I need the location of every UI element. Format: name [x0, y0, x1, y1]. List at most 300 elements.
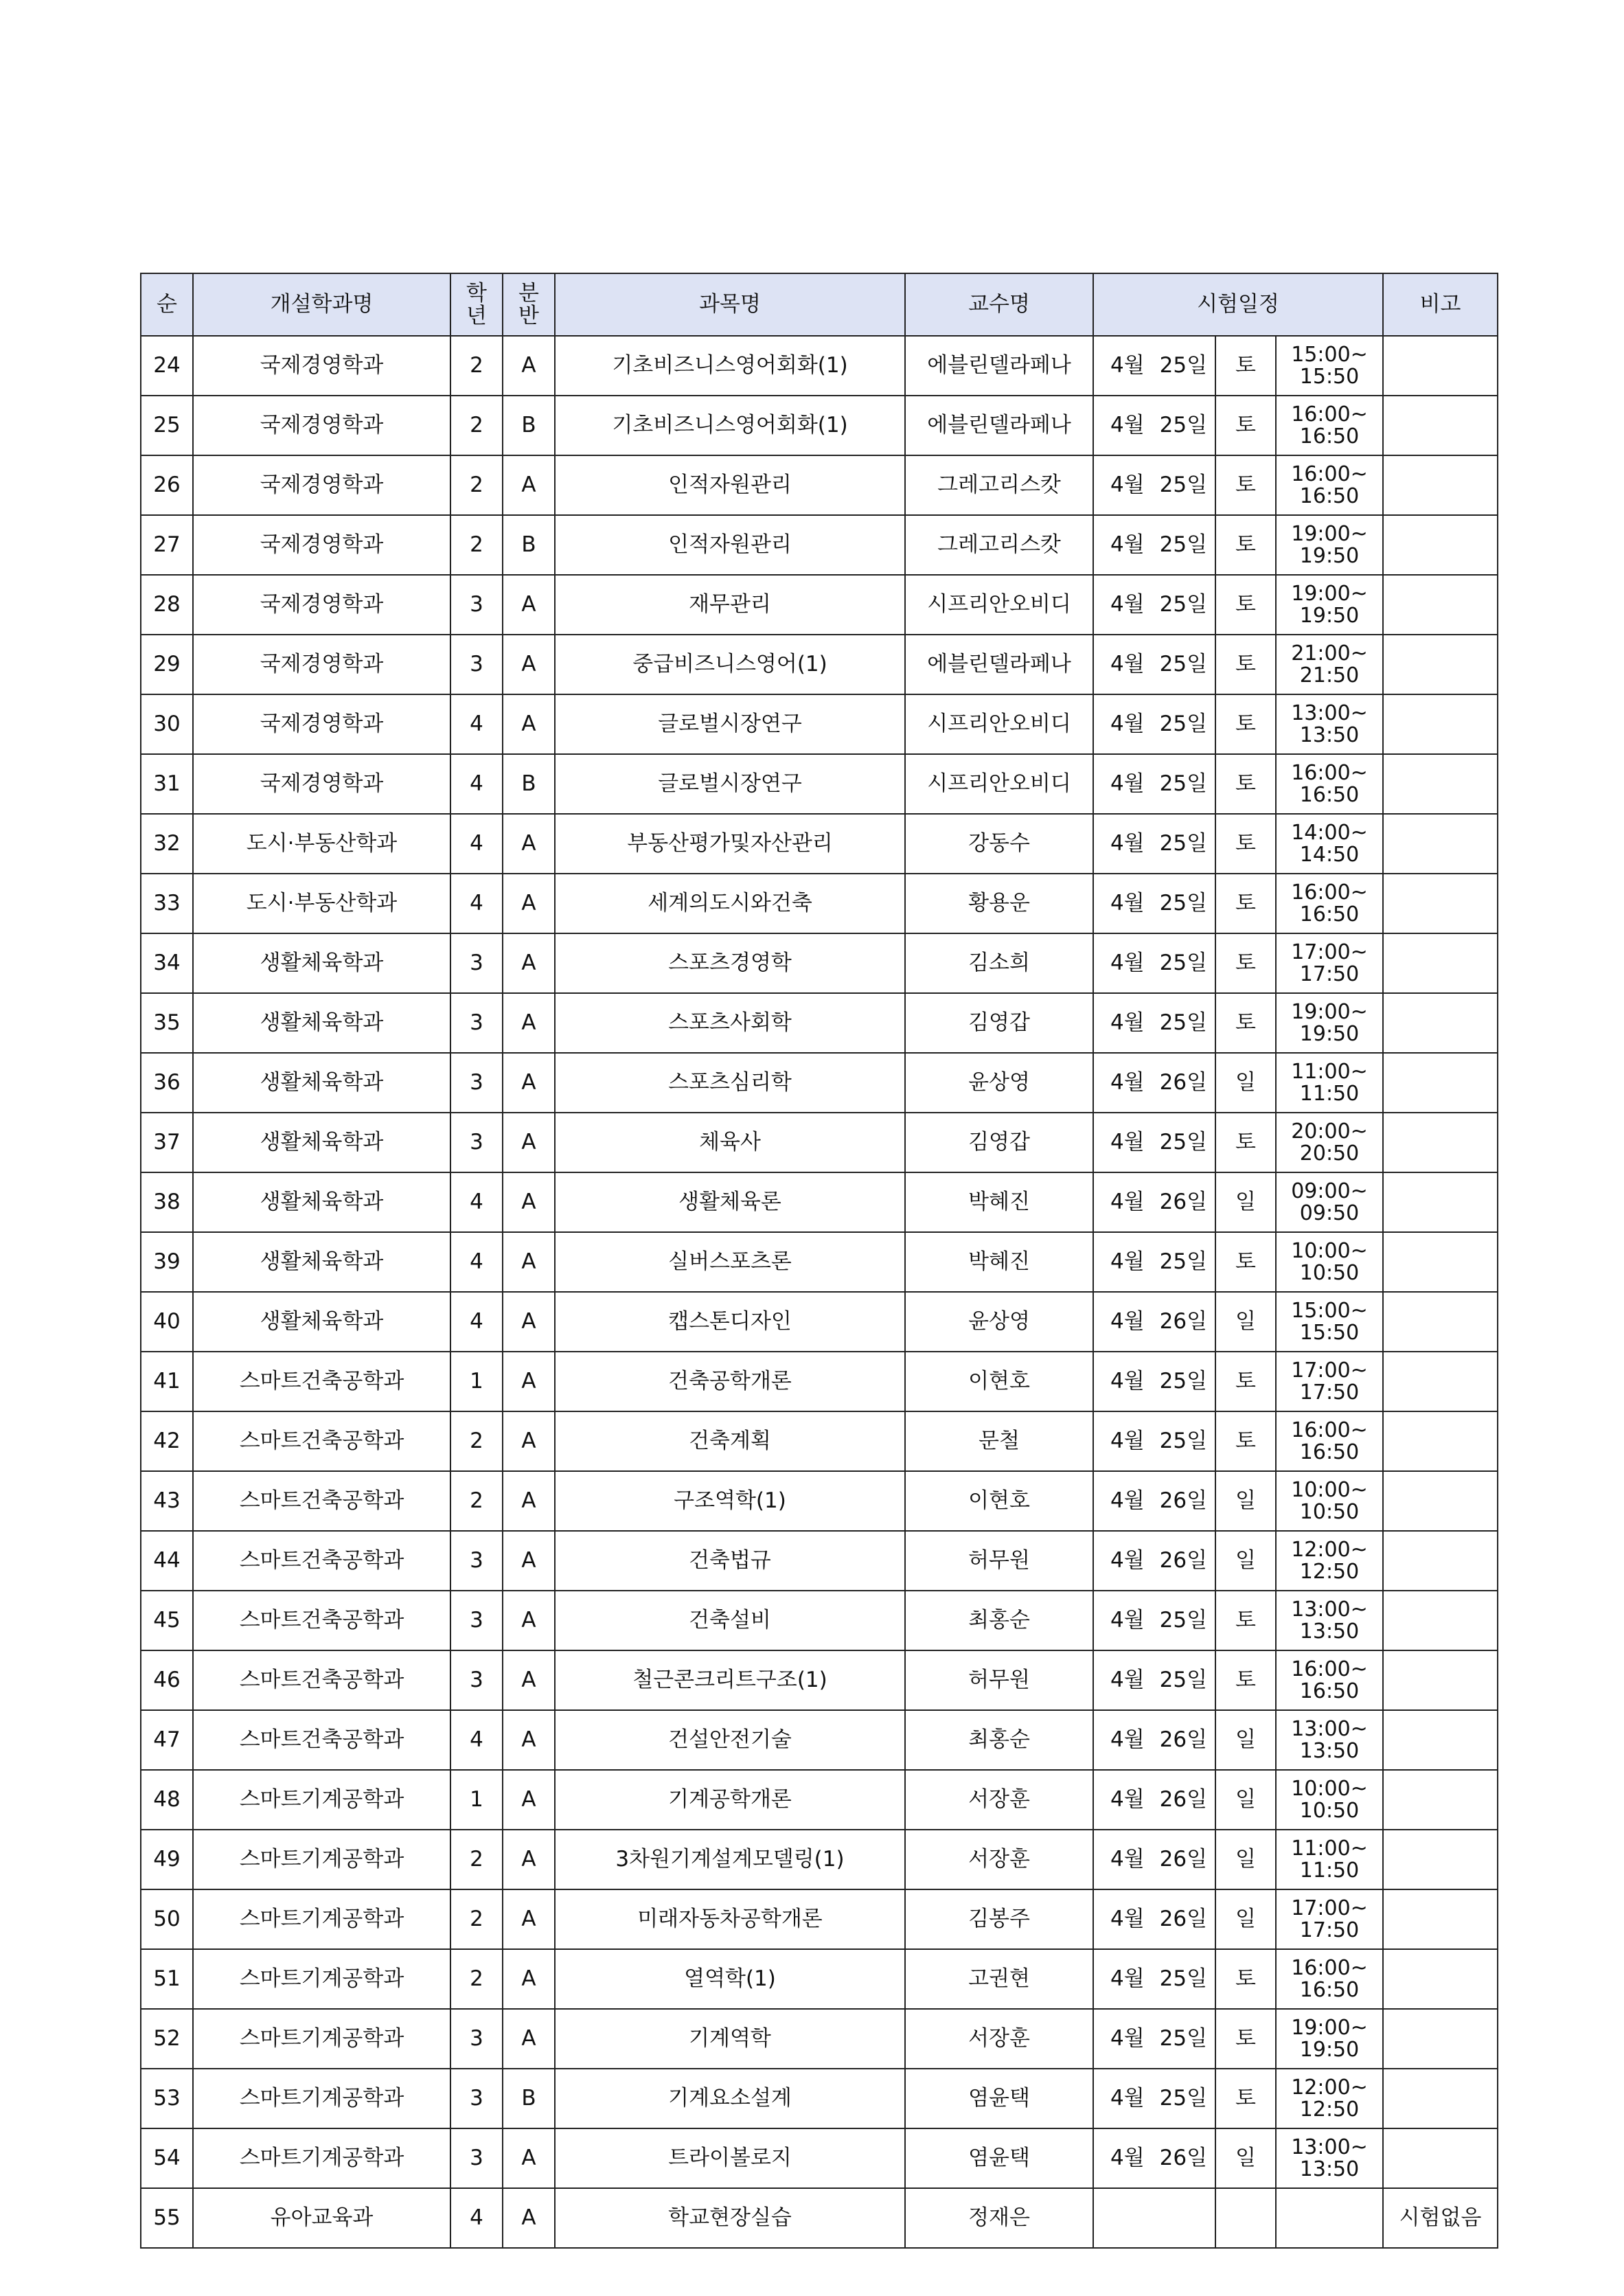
header-grade: 학 년	[450, 273, 503, 336]
cell-month-text: 4월	[1110, 1309, 1145, 1334]
table-row	[141, 1113, 1498, 1172]
cell-dept: 스마트기계공학과	[193, 1830, 450, 1889]
cell-month-text: 4월	[1110, 1847, 1145, 1872]
cell-dept: 스마트건축공학과	[193, 1591, 450, 1650]
cell-course: 캡스톤디자인	[555, 1292, 905, 1352]
cell-no: 45	[141, 1591, 193, 1650]
cell-prof: 김영갑	[905, 993, 1093, 1053]
cell-day-text: 25일	[1159, 1966, 1208, 1992]
table-row	[141, 635, 1498, 694]
cell-dept: 생활체육학과	[193, 933, 450, 993]
cell-month	[1093, 336, 1215, 396]
cell-grade: 2	[450, 515, 503, 575]
cell-month-text: 4월	[1110, 1429, 1145, 1454]
cell-class: A	[503, 1292, 555, 1352]
cell-grade: 2	[450, 1830, 503, 1889]
cell-prof: 시프리안오비디	[905, 694, 1093, 754]
cell-dept: 국제경영학과	[193, 396, 450, 455]
cell-month-text: 4월	[1110, 1907, 1145, 1932]
table-row	[141, 1352, 1498, 1411]
cell-note	[1383, 874, 1498, 933]
cell-course: 글로벌시장연구	[555, 694, 905, 754]
cell-course: 기초비즈니스영어회화(1)	[555, 336, 905, 396]
cell-month-text: 4월	[1110, 1010, 1145, 1036]
cell-course: 실버스포츠론	[555, 1232, 905, 1292]
cell-no: 38	[141, 1172, 193, 1232]
cell-grade: 2	[450, 1889, 503, 1949]
cell-no: 50	[141, 1889, 193, 1949]
cell-day-text: 25일	[1159, 473, 1208, 498]
cell-class: A	[503, 933, 555, 993]
table-row	[141, 993, 1498, 1053]
cell-dow: 일	[1215, 1710, 1276, 1770]
cell-no: 25	[141, 396, 193, 455]
table-row	[141, 1172, 1498, 1232]
cell-grade: 4	[450, 1232, 503, 1292]
cell-prof: 황용운	[905, 874, 1093, 933]
cell-note	[1383, 694, 1498, 754]
cell-month	[1093, 1232, 1215, 1292]
table-row	[141, 2128, 1498, 2188]
table-row	[141, 754, 1498, 814]
cell-day-text: 26일	[1159, 1070, 1208, 1095]
cell-dept: 국제경영학과	[193, 754, 450, 814]
cell-class: B	[503, 396, 555, 455]
cell-month-text: 4월	[1110, 712, 1145, 737]
cell-note	[1383, 1949, 1498, 2009]
cell-time: 13:00~ 13:50	[1276, 1710, 1383, 1770]
cell-time: 12:00~ 12:50	[1276, 1531, 1383, 1591]
cell-month	[1093, 1531, 1215, 1591]
cell-day-text: 26일	[1159, 1548, 1208, 1573]
cell-prof: 윤상영	[905, 1053, 1093, 1113]
cell-time: 15:00~ 15:50	[1276, 336, 1383, 396]
cell-note	[1383, 575, 1498, 635]
cell-time: 11:00~ 11:50	[1276, 1830, 1383, 1889]
cell-no: 39	[141, 1232, 193, 1292]
cell-course: 건축계획	[555, 1411, 905, 1471]
cell-no: 44	[141, 1531, 193, 1591]
cell-class: A	[503, 1770, 555, 1830]
cell-course: 재무관리	[555, 575, 905, 635]
cell-month-text: 4월	[1110, 1787, 1145, 1812]
cell-month-text: 4월	[1110, 413, 1145, 438]
cell-course: 기계요소설계	[555, 2069, 905, 2128]
cell-note	[1383, 515, 1498, 575]
cell-time	[1276, 2188, 1383, 2248]
cell-prof: 에블린델라페나	[905, 396, 1093, 455]
cell-course: 기초비즈니스영어회화(1)	[555, 396, 905, 455]
cell-no: 29	[141, 635, 193, 694]
cell-dept: 생활체육학과	[193, 1053, 450, 1113]
cell-course: 생활체육론	[555, 1172, 905, 1232]
cell-dept: 스마트기계공학과	[193, 2069, 450, 2128]
cell-month-text: 4월	[1110, 1190, 1145, 1215]
cell-class: A	[503, 814, 555, 874]
cell-dow: 토	[1215, 933, 1276, 993]
cell-class: A	[503, 336, 555, 396]
table-row	[141, 336, 1498, 396]
cell-month-text: 4월	[1110, 951, 1145, 976]
cell-class: A	[503, 1172, 555, 1232]
cell-note	[1383, 1591, 1498, 1650]
cell-prof: 김영갑	[905, 1113, 1093, 1172]
cell-day-text: 25일	[1159, 532, 1208, 558]
cell-note	[1383, 1352, 1498, 1411]
cell-month	[1093, 993, 1215, 1053]
cell-month	[1093, 1292, 1215, 1352]
cell-dept: 도시·부동산학과	[193, 814, 450, 874]
cell-prof: 강동수	[905, 814, 1093, 874]
cell-course: 건설안전기술	[555, 1710, 905, 1770]
cell-time: 17:00~ 17:50	[1276, 1889, 1383, 1949]
cell-note	[1383, 1172, 1498, 1232]
cell-month-text: 4월	[1110, 473, 1145, 498]
cell-dept: 스마트기계공학과	[193, 2128, 450, 2188]
cell-dept: 스마트건축공학과	[193, 1411, 450, 1471]
cell-course: 스포츠사회학	[555, 993, 905, 1053]
cell-note	[1383, 396, 1498, 455]
table-row	[141, 694, 1498, 754]
cell-month-text: 4월	[1110, 1608, 1145, 1633]
cell-grade: 4	[450, 874, 503, 933]
cell-no: 26	[141, 455, 193, 515]
cell-note	[1383, 1710, 1498, 1770]
cell-month	[1093, 1591, 1215, 1650]
cell-day-text: 26일	[1159, 1847, 1208, 1872]
cell-dow: 토	[1215, 396, 1276, 455]
cell-dept: 유아교육과	[193, 2188, 450, 2248]
cell-class: A	[503, 635, 555, 694]
cell-class: A	[503, 1531, 555, 1591]
cell-grade: 2	[450, 1471, 503, 1531]
cell-no: 34	[141, 933, 193, 993]
cell-course: 중급비즈니스영어(1)	[555, 635, 905, 694]
cell-class: A	[503, 1113, 555, 1172]
cell-month-text: 4월	[1110, 2146, 1145, 2171]
cell-class: A	[503, 1889, 555, 1949]
cell-note	[1383, 1113, 1498, 1172]
cell-prof: 염윤택	[905, 2128, 1093, 2188]
cell-note	[1383, 754, 1498, 814]
cell-course: 부동산평가및자산관리	[555, 814, 905, 874]
table-row	[141, 515, 1498, 575]
cell-dow: 토	[1215, 993, 1276, 1053]
cell-note	[1383, 1770, 1498, 1830]
cell-class: A	[503, 1650, 555, 1710]
cell-dow: 토	[1215, 635, 1276, 694]
cell-grade: 3	[450, 1591, 503, 1650]
cell-note	[1383, 814, 1498, 874]
cell-prof: 허무원	[905, 1531, 1093, 1591]
cell-time: 16:00~ 16:50	[1276, 874, 1383, 933]
cell-grade: 4	[450, 1292, 503, 1352]
cell-grade: 2	[450, 455, 503, 515]
cell-time: 19:00~ 19:50	[1276, 515, 1383, 575]
cell-grade: 2	[450, 396, 503, 455]
cell-no: 35	[141, 993, 193, 1053]
cell-course: 기계역학	[555, 2009, 905, 2069]
cell-note	[1383, 1292, 1498, 1352]
cell-course: 3차원기계설계모델링(1)	[555, 1830, 905, 1889]
cell-class: B	[503, 754, 555, 814]
cell-dow: 토	[1215, 1113, 1276, 1172]
cell-time: 16:00~ 16:50	[1276, 1949, 1383, 2009]
cell-month	[1093, 2128, 1215, 2188]
cell-time: 16:00~ 16:50	[1276, 1650, 1383, 1710]
cell-dow: 일	[1215, 1292, 1276, 1352]
table-row	[141, 1949, 1498, 2009]
cell-course: 구조역학(1)	[555, 1471, 905, 1531]
table-row	[141, 1770, 1498, 1830]
cell-class: A	[503, 575, 555, 635]
cell-dept: 생활체육학과	[193, 1172, 450, 1232]
cell-class: A	[503, 694, 555, 754]
cell-day-text: 25일	[1159, 353, 1208, 378]
cell-month	[1093, 1650, 1215, 1710]
cell-month	[1093, 1471, 1215, 1531]
cell-prof: 고권현	[905, 1949, 1093, 2009]
cell-prof: 박혜진	[905, 1172, 1093, 1232]
cell-month	[1093, 635, 1215, 694]
cell-time: 10:00~ 10:50	[1276, 1471, 1383, 1531]
cell-time: 19:00~ 19:50	[1276, 575, 1383, 635]
cell-dow: 일	[1215, 1531, 1276, 1591]
cell-grade: 4	[450, 694, 503, 754]
cell-no: 49	[141, 1830, 193, 1889]
cell-prof: 서장훈	[905, 1830, 1093, 1889]
cell-grade: 3	[450, 1053, 503, 1113]
cell-dow: 토	[1215, 1650, 1276, 1710]
cell-prof: 에블린델라페나	[905, 336, 1093, 396]
cell-dept: 스마트건축공학과	[193, 1650, 450, 1710]
cell-day-text: 25일	[1159, 1668, 1208, 1693]
cell-dept: 스마트건축공학과	[193, 1531, 450, 1591]
cell-grade: 3	[450, 1113, 503, 1172]
cell-course: 기계공학개론	[555, 1770, 905, 1830]
cell-time: 17:00~ 17:50	[1276, 1352, 1383, 1411]
table-row	[141, 1889, 1498, 1949]
cell-month	[1093, 814, 1215, 874]
cell-month	[1093, 874, 1215, 933]
header-schedule: 시험일정	[1093, 273, 1383, 336]
cell-day-text: 26일	[1159, 1787, 1208, 1812]
cell-grade: 3	[450, 1650, 503, 1710]
cell-prof: 시프리안오비디	[905, 754, 1093, 814]
cell-note	[1383, 336, 1498, 396]
cell-time: 14:00~ 14:50	[1276, 814, 1383, 874]
cell-month-text: 4월	[1110, 592, 1145, 617]
cell-day-text: 25일	[1159, 1010, 1208, 1036]
cell-prof: 김소희	[905, 933, 1093, 993]
cell-class: A	[503, 1830, 555, 1889]
cell-day-text: 25일	[1159, 592, 1208, 617]
cell-course: 트라이볼로지	[555, 2128, 905, 2188]
cell-month-text: 4월	[1110, 532, 1145, 558]
cell-month	[1093, 694, 1215, 754]
cell-day-text: 25일	[1159, 2026, 1208, 2051]
cell-day-text: 25일	[1159, 652, 1208, 677]
cell-dept: 국제경영학과	[193, 515, 450, 575]
cell-no: 52	[141, 2009, 193, 2069]
cell-note	[1383, 933, 1498, 993]
cell-dow: 토	[1215, 694, 1276, 754]
cell-class: A	[503, 874, 555, 933]
cell-month-text: 4월	[1110, 1249, 1145, 1275]
cell-time: 19:00~ 19:50	[1276, 2009, 1383, 2069]
table-row	[141, 1471, 1498, 1531]
cell-month	[1093, 1113, 1215, 1172]
cell-prof: 그레고리스캇	[905, 455, 1093, 515]
cell-course: 건축설비	[555, 1591, 905, 1650]
cell-dept: 스마트기계공학과	[193, 2009, 450, 2069]
cell-no: 36	[141, 1053, 193, 1113]
cell-month-text: 4월	[1110, 1369, 1145, 1394]
cell-no: 40	[141, 1292, 193, 1352]
cell-class: A	[503, 1411, 555, 1471]
cell-time: 12:00~ 12:50	[1276, 2069, 1383, 2128]
cell-grade: 3	[450, 635, 503, 694]
cell-month	[1093, 1411, 1215, 1471]
cell-no: 24	[141, 336, 193, 396]
cell-note	[1383, 2009, 1498, 2069]
cell-note: 시험없음	[1383, 2188, 1498, 2248]
cell-course: 스포츠경영학	[555, 933, 905, 993]
cell-no: 48	[141, 1770, 193, 1830]
cell-grade: 2	[450, 336, 503, 396]
cell-no: 55	[141, 2188, 193, 2248]
table-row	[141, 2069, 1498, 2128]
table-row	[141, 933, 1498, 993]
cell-month	[1093, 515, 1215, 575]
cell-month-text: 4월	[1110, 1130, 1145, 1155]
table-row	[141, 2009, 1498, 2069]
cell-month	[1093, 1352, 1215, 1411]
cell-month	[1093, 455, 1215, 515]
cell-time: 13:00~ 13:50	[1276, 694, 1383, 754]
cell-dow: 토	[1215, 1949, 1276, 2009]
cell-class: A	[503, 993, 555, 1053]
cell-dept: 스마트건축공학과	[193, 1710, 450, 1770]
cell-no: 27	[141, 515, 193, 575]
table-body	[141, 336, 1498, 2248]
cell-prof: 문철	[905, 1411, 1093, 1471]
cell-note	[1383, 1471, 1498, 1531]
cell-month	[1093, 1053, 1215, 1113]
cell-month-text: 4월	[1110, 1966, 1145, 1992]
cell-month-text: 4월	[1110, 1668, 1145, 1693]
header-course: 과목명	[555, 273, 905, 336]
header-note: 비고	[1383, 273, 1498, 336]
cell-note	[1383, 1053, 1498, 1113]
cell-grade: 2	[450, 1411, 503, 1471]
cell-month-text: 4월	[1110, 2086, 1145, 2111]
cell-prof: 염윤택	[905, 2069, 1093, 2128]
cell-dept: 국제경영학과	[193, 455, 450, 515]
cell-month	[1093, 1889, 1215, 1949]
cell-time: 16:00~ 16:50	[1276, 455, 1383, 515]
cell-day-text: 26일	[1159, 1190, 1208, 1215]
cell-dept: 스마트기계공학과	[193, 1949, 450, 2009]
cell-dept: 국제경영학과	[193, 575, 450, 635]
cell-dept: 스마트기계공학과	[193, 1889, 450, 1949]
cell-prof: 서장훈	[905, 2009, 1093, 2069]
cell-month-text: 4월	[1110, 891, 1145, 916]
cell-month	[1093, 396, 1215, 455]
cell-grade: 3	[450, 2128, 503, 2188]
header-prof: 교수명	[905, 273, 1093, 336]
cell-grade: 2	[450, 1949, 503, 2009]
cell-month-text: 4월	[1110, 353, 1145, 378]
cell-no: 32	[141, 814, 193, 874]
cell-prof: 그레고리스캇	[905, 515, 1093, 575]
cell-note	[1383, 2128, 1498, 2188]
cell-dow: 일	[1215, 1889, 1276, 1949]
cell-dow: 일	[1215, 1830, 1276, 1889]
cell-day-text: 26일	[1159, 1309, 1208, 1334]
cell-grade: 4	[450, 754, 503, 814]
cell-dow: 토	[1215, 1232, 1276, 1292]
table-row	[141, 1053, 1498, 1113]
cell-month	[1093, 1172, 1215, 1232]
table-row	[141, 1232, 1498, 1292]
header-class: 분 반	[503, 273, 555, 336]
cell-prof: 허무원	[905, 1650, 1093, 1710]
cell-day-text: 26일	[1159, 2146, 1208, 2171]
cell-course: 열역학(1)	[555, 1949, 905, 2009]
cell-dow: 토	[1215, 814, 1276, 874]
cell-day-text: 26일	[1159, 1907, 1208, 1932]
cell-no: 28	[141, 575, 193, 635]
cell-grade: 3	[450, 2009, 503, 2069]
cell-dow: 토	[1215, 754, 1276, 814]
cell-note	[1383, 993, 1498, 1053]
cell-course: 세계의도시와건축	[555, 874, 905, 933]
cell-month	[1093, 1830, 1215, 1889]
cell-grade: 4	[450, 1172, 503, 1232]
table-row	[141, 455, 1498, 515]
cell-month-text: 4월	[1110, 652, 1145, 677]
cell-note	[1383, 1830, 1498, 1889]
table-row	[141, 1292, 1498, 1352]
cell-note	[1383, 1531, 1498, 1591]
cell-note	[1383, 455, 1498, 515]
cell-course: 학교현장실습	[555, 2188, 905, 2248]
table-row	[141, 1830, 1498, 1889]
cell-grade: 3	[450, 933, 503, 993]
cell-dow: 토	[1215, 2009, 1276, 2069]
cell-class: A	[503, 1232, 555, 1292]
header-row	[141, 273, 1498, 336]
cell-prof: 서장훈	[905, 1770, 1093, 1830]
cell-month	[1093, 1710, 1215, 1770]
cell-dow: 일	[1215, 1770, 1276, 1830]
cell-no: 41	[141, 1352, 193, 1411]
cell-dept: 생활체육학과	[193, 1292, 450, 1352]
cell-month-text: 4월	[1110, 1070, 1145, 1095]
cell-dept: 스마트건축공학과	[193, 1352, 450, 1411]
cell-note	[1383, 1232, 1498, 1292]
exam-schedule-table	[140, 273, 1498, 2249]
cell-dept: 생활체육학과	[193, 1113, 450, 1172]
cell-course: 인적자원관리	[555, 515, 905, 575]
table-row	[141, 874, 1498, 933]
cell-dow: 토	[1215, 515, 1276, 575]
cell-month	[1093, 1770, 1215, 1830]
cell-no: 47	[141, 1710, 193, 1770]
cell-dow: 일	[1215, 1172, 1276, 1232]
cell-time: 19:00~ 19:50	[1276, 993, 1383, 1053]
